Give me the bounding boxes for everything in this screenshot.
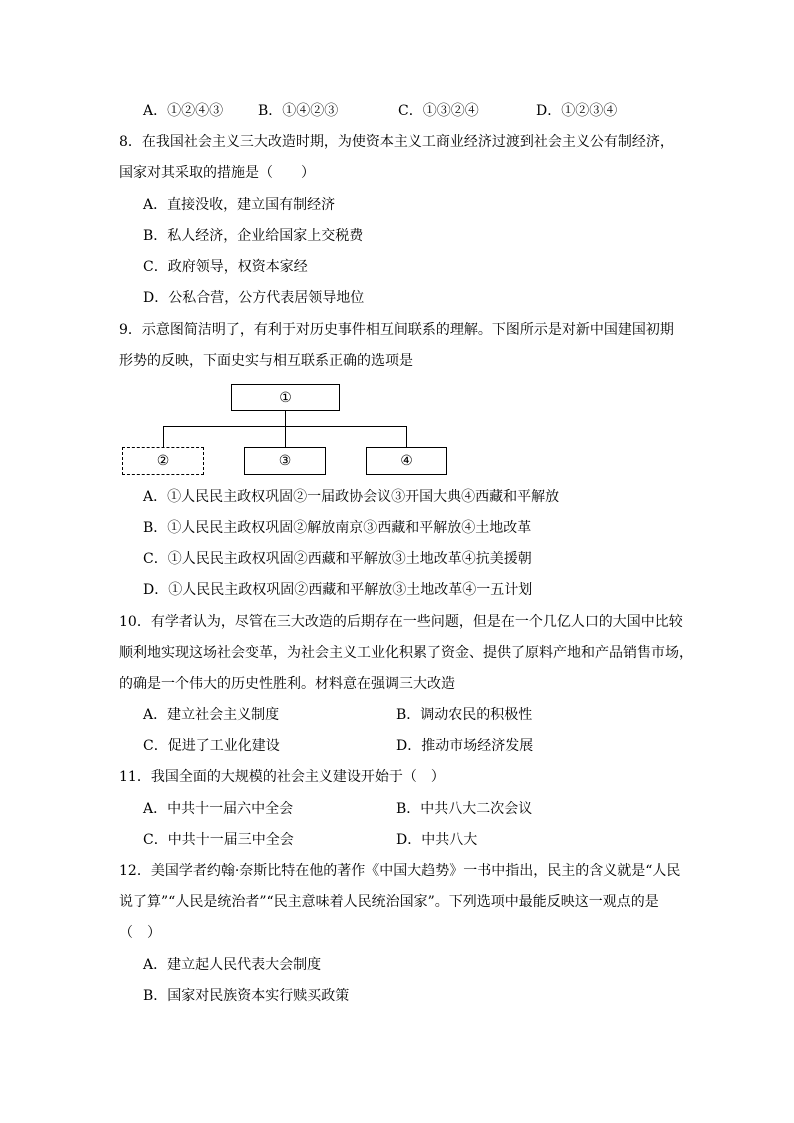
q9-option-b: B．①人民民主政权巩固②解放南京③西藏和平解放④土地改革 — [143, 520, 532, 536]
diagram-connector-left — [163, 426, 164, 447]
diagram-box-2: ② — [122, 447, 204, 475]
diagram-box-4: ④ — [366, 447, 447, 475]
q7-option-d: D．①②③④ — [536, 103, 618, 119]
q11-option-a: A．中共十一届六中全会 — [143, 801, 294, 817]
q11-option-c: C．中共十一届三中全会 — [143, 832, 294, 848]
q12-stem-line1: 12．美国学者约翰·奈斯比特在他的著作《中国大趋势》一书中指出，民主的含义就是“人民 — [119, 863, 681, 879]
q10-stem-line2: 顺利地实现这场社会变革，为社会主义工业化积累了资金、提供了原料产地和产品销售市场， — [119, 645, 693, 661]
q7-option-c: C．①③②④ — [398, 103, 479, 119]
q12-option-b: B．国家对民族资本实行赎买政策 — [143, 988, 350, 1004]
q12-stem-line2: 说了算”“人民是统治者”“民主意味着人民统治国家”。下列选项中最能反映这一观点的是 — [119, 894, 659, 910]
q10-stem-line3: 的确是一个伟大的历史性胜利。材料意在强调三大改造 — [119, 676, 455, 692]
q7-option-b: B．①④②③ — [258, 103, 339, 119]
q10-stem-line1: 10．有学者认为，尽管在三大改造的后期存在一些问题，但是在一个几亿人口的大国中比较 — [119, 614, 683, 630]
q12-stem-line3: （ ） — [119, 925, 161, 941]
diagram-connector-middle — [285, 411, 286, 447]
diagram-box-top: ① — [231, 384, 340, 411]
q11-stem: 11．我国全面的大规模的社会主义建设开始于（ ） — [119, 769, 445, 785]
diagram-box-3: ③ — [244, 447, 326, 475]
q8-stem-line2: 国家对其采取的措施是（ ） — [119, 165, 315, 181]
q8-option-a: A．直接没收，建立国有制经济 — [143, 197, 336, 213]
q9-option-c: C．①人民民主政权巩固②西藏和平解放③土地改革④抗美援朝 — [143, 551, 532, 567]
q11-option-b: B．中共八大二次会议 — [396, 801, 533, 817]
q9-option-d: D．①人民民主政权巩固②西藏和平解放③土地改革④一五计划 — [143, 582, 533, 598]
q10-option-a: A．建立社会主义制度 — [143, 707, 280, 723]
q9-stem-line1: 9．示意图简洁明了，有利于对历史事件相互间联系的理解。下图所示是对新中国建国初期 — [119, 322, 674, 338]
q7-option-a: A．①②④③ — [143, 103, 224, 119]
q11-option-d: D．中共八大 — [396, 832, 478, 848]
q12-option-a: A．建立起人民代表大会制度 — [143, 957, 322, 973]
q9-stem-line2: 形势的反映，下面史实与相互联系正确的选项是 — [119, 353, 413, 369]
diagram-connector-right — [406, 426, 407, 447]
q8-stem-line1: 8．在我国社会主义三大改造时期，为使资本主义工商业经济过渡到社会主义公有制经济， — [119, 134, 674, 150]
q10-option-b: B．调动农民的积极性 — [396, 707, 533, 723]
q8-option-d: D．公私合营，公方代表居领导地位 — [143, 290, 365, 306]
q8-option-c: C．政府领导，权资本家经 — [143, 259, 308, 275]
q9-option-a: A．①人民民主政权巩固②一届政协会议③开国大典④西藏和平解放 — [143, 489, 560, 505]
q10-option-d: D．推动市场经济发展 — [396, 738, 534, 754]
q8-option-b: B．私人经济，企业给国家上交税费 — [143, 228, 364, 244]
q10-option-c: C．促进了工业化建设 — [143, 738, 280, 754]
